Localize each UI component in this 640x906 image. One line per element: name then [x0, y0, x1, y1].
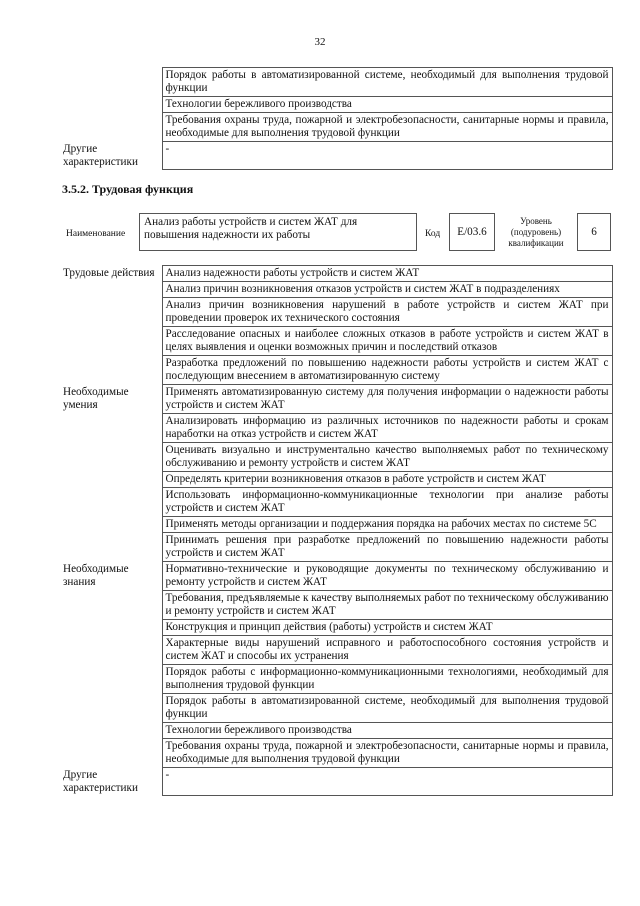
row-item: Порядок работы в автоматизированной системе, необходимый для выполнения трудовой функции	[162, 68, 612, 97]
row-item: Требования охраны труда, пожарной и электробезопасности, санитарные нормы и правила, необходимые для выполнения трудовой функции	[162, 113, 612, 142]
row-item: Анализировать информацию из различных источников по надежности работы и срокам наработки на отказ устройств и систем ЖАТ	[162, 414, 612, 443]
row-item: Разработка предложений по повышению надежности работы устройств и систем ЖАТ с последующим внесением в автоматизированную систему	[162, 356, 612, 385]
row-item: Анализ надежности работы устройств и систем ЖАТ	[162, 266, 612, 282]
row-item: Нормативно-технические и руководящие документы по техническому обслуживанию и ремонту устройств и систем ЖАТ	[162, 562, 612, 591]
table-row	[60, 562, 612, 591]
row-item: Порядок работы с информационно-коммуникационными технологиями, необходимый для выполнения трудовой функции	[162, 665, 612, 694]
code-label: Код	[425, 229, 441, 239]
row-item: Расследование опасных и наиболее сложных отказов в работе устройств и систем ЖАТ в целях выявления и оценки возможных причин и последствий отказов	[162, 327, 612, 356]
row-item: Требования, предъявляемые к качеству выполняемых работ по техническому обслуживанию и ремонту устройств и систем ЖАТ	[162, 591, 612, 620]
row-item: -	[162, 768, 612, 796]
row-group-label: Другие характеристики	[60, 768, 162, 796]
row-group-label: Трудовые действия	[60, 266, 162, 385]
row-item: Требования охраны труда, пожарной и электробезопасности, санитарные нормы и правила, необходимые для выполнения трудовой функции	[162, 739, 612, 768]
row-item: Применять автоматизированную систему для получения информации о надежности работы устройств и систем ЖАТ	[162, 385, 612, 414]
row-item: Оценивать визуально и инструментально качество выполняемых работ по техническому обслуживанию и ремонту устройств и систем ЖАТ	[162, 443, 612, 472]
row-item: Технологии бережливого производства	[162, 97, 612, 113]
row-item: Характерные виды нарушений исправного и работоспособного состояния устройств и систем ЖАТ и способы их устранения	[162, 636, 612, 665]
row-item: Применять методы организации и поддержания порядка на рабочих местах по системе 5С	[162, 517, 612, 533]
code-value: E/03.6	[457, 226, 487, 238]
continuation-table	[60, 67, 613, 170]
labor-function-table	[60, 265, 613, 796]
row-item: Технологии бережливого производства	[162, 723, 612, 739]
function-name-value: Анализ работы устройств и систем ЖАТ для повышения надежности их работы	[144, 216, 358, 241]
row-group-label: Другие характеристики	[60, 142, 162, 170]
table-row	[60, 142, 612, 170]
level-label: Уровень (подуровень) квалификации	[508, 216, 564, 248]
name-label: Наименование	[66, 229, 126, 239]
table-row	[60, 68, 612, 97]
level-box	[577, 213, 611, 251]
row-item: Конструкция и принцип действия (работы) устройств и систем ЖАТ	[162, 620, 612, 636]
row-item: Определять критерии возникновения отказов в работе устройств и систем ЖАТ	[162, 472, 612, 488]
row-item: Использовать информационно-коммуникационные технологии при анализе работы устройств и систем ЖАТ	[162, 488, 612, 517]
table-row	[60, 768, 612, 796]
row-item: Анализ причин возникновения нарушений в работе устройств и систем ЖАТ при проведении проверок их технического состояния	[162, 298, 612, 327]
row-item: Анализ причин возникновения отказов устройств и систем ЖАТ в подразделениях	[162, 282, 612, 298]
row-group-label: Необходимые умения	[60, 385, 162, 562]
page-number: 32	[314, 36, 326, 48]
function-name-box	[139, 213, 417, 251]
row-group-label	[60, 68, 162, 142]
row-group-label: Необходимые знания	[60, 562, 162, 768]
code-box	[449, 213, 495, 251]
table-row	[60, 266, 612, 282]
row-item: Порядок работы в автоматизированной системе, необходимый для выполнения трудовой функции	[162, 694, 612, 723]
level-value: 6	[591, 226, 597, 238]
row-item: -	[162, 142, 612, 170]
table-row	[60, 385, 612, 414]
section-heading: 3.5.2. Трудовая функция	[62, 182, 194, 196]
row-item: Принимать решения при разработке предложений по повышению надежности работы устройств и систем ЖАТ	[162, 533, 612, 562]
